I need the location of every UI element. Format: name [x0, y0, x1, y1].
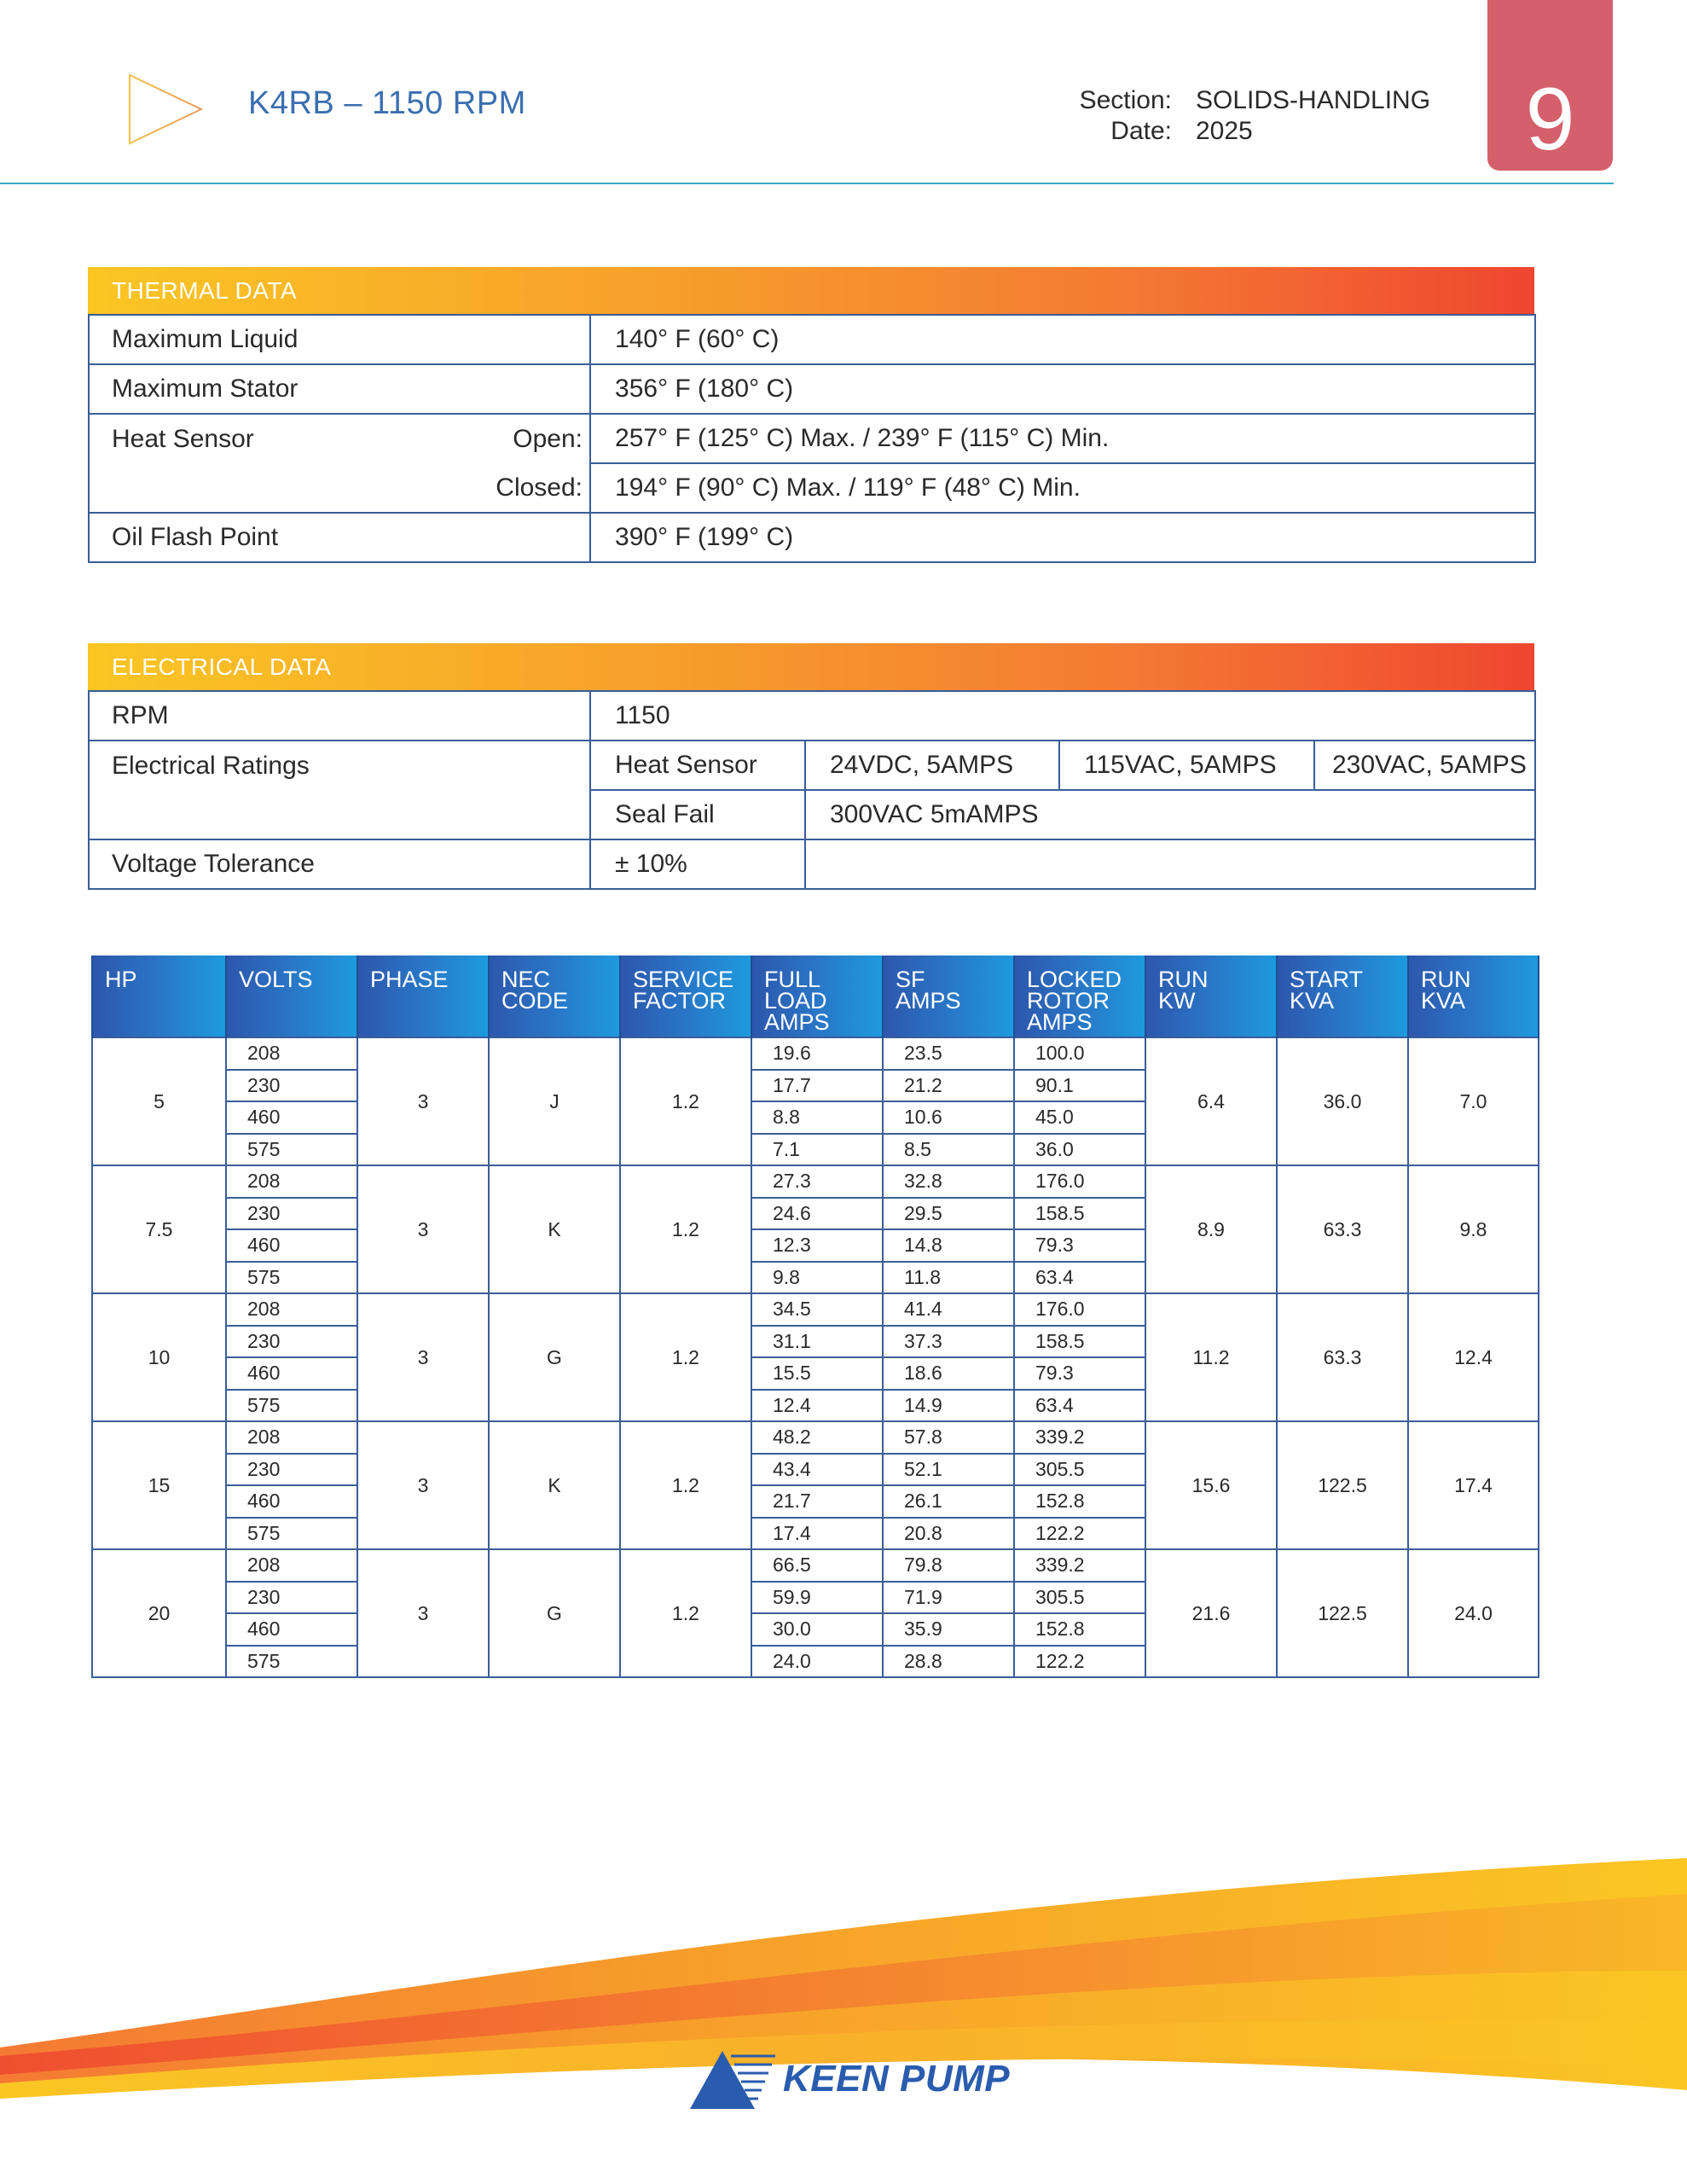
run-kw-cell: 15.6 — [1145, 1421, 1277, 1549]
table-row — [92, 1421, 1539, 1454]
oil-flash-value: 390° F (199° C) — [590, 513, 1535, 562]
start-kva-cell: 36.0 — [1277, 1037, 1408, 1165]
heat-sensor-label: Heat Sensor — [89, 414, 302, 463]
locked-rotor-amps-cell: 305.5 — [1014, 1454, 1145, 1486]
rpm-label: RPM — [89, 691, 590, 741]
heat-sensor-rating-115vac: 115VAC, 5AMPS — [1059, 741, 1314, 790]
table-row — [89, 414, 1535, 463]
section-number-tab: 9 — [1487, 0, 1613, 171]
empty-cell — [89, 790, 590, 839]
table-header-row — [92, 956, 1539, 1037]
run-kw-cell: 6.4 — [1145, 1037, 1277, 1165]
start-kva-cell: 122.5 — [1277, 1549, 1408, 1677]
phase-cell: 3 — [357, 1549, 489, 1677]
volts-cell: 575 — [226, 1134, 357, 1166]
table-row — [89, 513, 1535, 562]
open-label: Open: — [302, 414, 590, 463]
locked-rotor-amps-cell: 152.8 — [1014, 1613, 1145, 1646]
empty-cell — [89, 463, 302, 513]
thermal-data-heading: THERMAL DATA — [88, 267, 1534, 314]
volts-cell: 460 — [226, 1485, 357, 1518]
locked-rotor-amps-cell: 152.8 — [1014, 1485, 1145, 1518]
sf-amps-cell: 26.1 — [883, 1485, 1014, 1518]
phase-cell: 3 — [357, 1165, 489, 1293]
max-liquid-value: 140° F (60° C) — [590, 315, 1535, 364]
column-header: NEC CODE — [489, 956, 620, 1037]
full-load-amps-cell: 48.2 — [751, 1421, 883, 1454]
full-load-amps-cell: 7.1 — [751, 1134, 883, 1166]
sf-amps-cell: 10.6 — [883, 1101, 1014, 1134]
full-load-amps-cell: 43.4 — [751, 1454, 883, 1486]
column-header: VOLTS — [226, 956, 357, 1037]
locked-rotor-amps-cell: 36.0 — [1014, 1134, 1145, 1166]
hp-cell: 5 — [92, 1037, 226, 1165]
volts-cell: 230 — [226, 1582, 357, 1614]
volts-cell: 575 — [226, 1646, 357, 1678]
sf-amps-cell: 18.6 — [883, 1357, 1014, 1390]
hp-cell: 20 — [92, 1549, 226, 1677]
column-header: LOCKED ROTOR AMPS — [1014, 956, 1145, 1037]
table-row — [89, 839, 1535, 889]
column-header: SF AMPS — [883, 956, 1014, 1037]
nec-code-cell: G — [489, 1293, 620, 1421]
seal-fail-label: Seal Fail — [590, 790, 805, 839]
locked-rotor-amps-cell: 90.1 — [1014, 1070, 1145, 1102]
volts-cell: 208 — [226, 1549, 357, 1582]
heat-sensor-rating-24vdc: 24VDC, 5AMPS — [805, 741, 1059, 790]
table-row — [92, 1293, 1539, 1326]
sf-amps-cell: 8.5 — [883, 1134, 1014, 1166]
sf-amps-cell: 57.8 — [883, 1421, 1014, 1454]
oil-flash-label: Oil Flash Point — [89, 513, 590, 562]
start-kva-cell: 63.3 — [1277, 1293, 1408, 1421]
service-factor-cell: 1.2 — [620, 1165, 751, 1293]
full-load-amps-cell: 17.4 — [751, 1518, 883, 1550]
section-value: SOLIDS-HANDLING — [1196, 86, 1431, 114]
volts-cell: 575 — [226, 1262, 357, 1294]
locked-rotor-amps-cell: 158.5 — [1014, 1198, 1145, 1230]
service-factor-cell: 1.2 — [620, 1421, 751, 1549]
full-load-amps-cell: 66.5 — [751, 1549, 883, 1582]
run-kw-cell: 8.9 — [1145, 1165, 1277, 1293]
header-divider — [0, 183, 1614, 184]
hp-cell: 7.5 — [92, 1165, 226, 1293]
date-value: 2025 — [1196, 117, 1253, 145]
table-row — [92, 1165, 1539, 1198]
run-kva-cell: 9.8 — [1408, 1165, 1539, 1293]
electrical-data-table — [88, 690, 1536, 890]
full-load-amps-cell: 34.5 — [751, 1293, 883, 1326]
service-factor-cell: 1.2 — [620, 1293, 751, 1421]
locked-rotor-amps-cell: 176.0 — [1014, 1165, 1145, 1198]
locked-rotor-amps-cell: 122.2 — [1014, 1646, 1145, 1678]
brand-logo-icon — [128, 73, 203, 145]
seal-fail-value: 300VAC 5mAMPS — [805, 790, 1535, 839]
full-load-amps-cell: 24.0 — [751, 1646, 883, 1678]
locked-rotor-amps-cell: 63.4 — [1014, 1390, 1145, 1422]
full-load-amps-cell: 27.3 — [751, 1165, 883, 1198]
sf-amps-cell: 29.5 — [883, 1198, 1014, 1230]
brand-name: KEEN PUMP — [783, 2058, 1011, 2100]
phase-cell: 3 — [357, 1421, 489, 1549]
table-row — [89, 741, 1535, 790]
volts-cell: 208 — [226, 1165, 357, 1198]
full-load-amps-cell: 12.4 — [751, 1390, 883, 1422]
sf-amps-cell: 20.8 — [883, 1518, 1014, 1550]
locked-rotor-amps-cell: 122.2 — [1014, 1518, 1145, 1550]
locked-rotor-amps-cell: 79.3 — [1014, 1229, 1145, 1262]
volts-cell: 460 — [226, 1357, 357, 1390]
sf-amps-cell: 41.4 — [883, 1293, 1014, 1326]
volts-cell: 460 — [226, 1613, 357, 1646]
closed-value: 194° F (90° C) Max. / 119° F (48° C) Min. — [590, 463, 1535, 513]
start-kva-cell: 63.3 — [1277, 1165, 1408, 1293]
hp-cell: 15 — [92, 1421, 226, 1549]
volts-cell: 460 — [226, 1229, 357, 1262]
voltage-tolerance-value: ± 10% — [590, 839, 805, 889]
empty-cell — [805, 839, 1535, 889]
voltage-tolerance-label: Voltage Tolerance — [89, 839, 590, 889]
run-kva-cell: 24.0 — [1408, 1549, 1539, 1677]
closed-label: Closed: — [302, 463, 590, 513]
volts-cell: 208 — [226, 1421, 357, 1454]
nec-code-cell: J — [489, 1037, 620, 1165]
sf-amps-cell: 14.8 — [883, 1229, 1014, 1262]
full-load-amps-cell: 8.8 — [751, 1101, 883, 1134]
open-value: 257° F (125° C) Max. / 239° F (115° C) Min. — [590, 414, 1535, 463]
service-factor-cell: 1.2 — [620, 1037, 751, 1165]
volts-cell: 230 — [226, 1198, 357, 1230]
full-load-amps-cell: 31.1 — [751, 1326, 883, 1358]
locked-rotor-amps-cell: 79.3 — [1014, 1357, 1145, 1390]
sf-amps-cell: 28.8 — [883, 1646, 1014, 1678]
table-row — [89, 364, 1535, 414]
locked-rotor-amps-cell: 45.0 — [1014, 1101, 1145, 1134]
full-load-amps-cell: 12.3 — [751, 1229, 883, 1262]
nec-code-cell: G — [489, 1549, 620, 1677]
motor-data-table — [91, 956, 1539, 1678]
locked-rotor-amps-cell: 176.0 — [1014, 1293, 1145, 1326]
volts-cell: 208 — [226, 1293, 357, 1326]
column-header: START KVA — [1277, 956, 1408, 1037]
volts-cell: 230 — [226, 1454, 357, 1486]
rpm-value: 1150 — [590, 691, 1535, 741]
column-header: FULL LOAD AMPS — [751, 956, 883, 1037]
sf-amps-cell: 52.1 — [883, 1454, 1014, 1486]
nec-code-cell: K — [489, 1421, 620, 1549]
volts-cell: 230 — [226, 1326, 357, 1358]
column-header: HP — [92, 956, 226, 1037]
sf-amps-cell: 79.8 — [883, 1549, 1014, 1582]
full-load-amps-cell: 15.5 — [751, 1357, 883, 1390]
volts-cell: 460 — [226, 1101, 357, 1134]
max-stator-label: Maximum Stator — [89, 364, 590, 414]
full-load-amps-cell: 21.7 — [751, 1485, 883, 1518]
table-row — [89, 315, 1535, 364]
locked-rotor-amps-cell: 63.4 — [1014, 1262, 1145, 1294]
sf-amps-cell: 35.9 — [883, 1613, 1014, 1646]
full-load-amps-cell: 19.6 — [751, 1037, 883, 1070]
heat-sensor-rating-230vac: 230VAC, 5AMPS — [1314, 741, 1535, 790]
full-load-amps-cell: 24.6 — [751, 1198, 883, 1230]
nec-code-cell: K — [489, 1165, 620, 1293]
column-header: SERVICE FACTOR — [620, 956, 751, 1037]
full-load-amps-cell: 59.9 — [751, 1582, 883, 1614]
table-row — [89, 463, 1535, 513]
heat-sensor-rating-label: Heat Sensor — [590, 741, 805, 790]
volts-cell: 230 — [226, 1070, 357, 1102]
table-row — [89, 691, 1535, 741]
max-stator-value: 356° F (180° C) — [590, 364, 1535, 414]
sf-amps-cell: 21.2 — [883, 1070, 1014, 1102]
sf-amps-cell: 11.8 — [883, 1262, 1014, 1294]
volts-cell: 575 — [226, 1518, 357, 1550]
run-kw-cell: 21.6 — [1145, 1549, 1277, 1677]
run-kw-cell: 11.2 — [1145, 1293, 1277, 1421]
locked-rotor-amps-cell: 305.5 — [1014, 1582, 1145, 1614]
sf-amps-cell: 32.8 — [883, 1165, 1014, 1198]
electrical-data-heading: ELECTRICAL DATA — [88, 643, 1534, 690]
table-row — [89, 790, 1535, 839]
locked-rotor-amps-cell: 158.5 — [1014, 1326, 1145, 1358]
thermal-data-table — [88, 314, 1536, 563]
sf-amps-cell: 71.9 — [883, 1582, 1014, 1614]
volts-cell: 208 — [226, 1037, 357, 1070]
table-row — [92, 1549, 1539, 1582]
phase-cell: 3 — [357, 1037, 489, 1165]
sf-amps-cell: 14.9 — [883, 1390, 1014, 1422]
date-label: Date: — [1110, 117, 1172, 145]
hp-cell: 10 — [92, 1293, 226, 1421]
section-label: Section: — [1079, 86, 1172, 114]
run-kva-cell: 12.4 — [1408, 1293, 1539, 1421]
volts-cell: 575 — [226, 1390, 357, 1422]
column-header: RUN KW — [1145, 956, 1277, 1037]
locked-rotor-amps-cell: 100.0 — [1014, 1037, 1145, 1070]
locked-rotor-amps-cell: 339.2 — [1014, 1421, 1145, 1454]
locked-rotor-amps-cell: 339.2 — [1014, 1549, 1145, 1582]
full-load-amps-cell: 17.7 — [751, 1070, 883, 1102]
start-kva-cell: 122.5 — [1277, 1421, 1408, 1549]
run-kva-cell: 7.0 — [1408, 1037, 1539, 1165]
column-header: RUN KVA — [1408, 956, 1539, 1037]
run-kva-cell: 17.4 — [1408, 1421, 1539, 1549]
full-load-amps-cell: 30.0 — [751, 1613, 883, 1646]
full-load-amps-cell: 9.8 — [751, 1262, 883, 1294]
phase-cell: 3 — [357, 1293, 489, 1421]
electrical-ratings-label: Electrical Ratings — [89, 741, 590, 790]
service-factor-cell: 1.2 — [620, 1549, 751, 1677]
column-header: PHASE — [357, 956, 489, 1037]
table-row — [92, 1037, 1539, 1070]
page-title: K4RB – 1150 RPM — [248, 85, 526, 121]
max-liquid-label: Maximum Liquid — [89, 315, 590, 364]
sf-amps-cell: 23.5 — [883, 1037, 1014, 1070]
sf-amps-cell: 37.3 — [883, 1326, 1014, 1358]
document-meta — [1006, 85, 1475, 147]
